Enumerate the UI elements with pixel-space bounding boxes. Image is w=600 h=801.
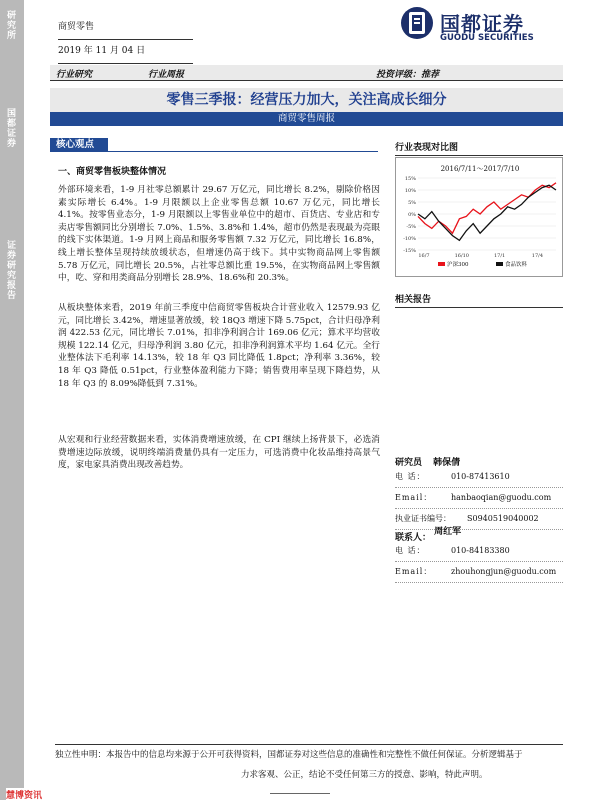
analyst-license: S0940519040002 bbox=[467, 514, 539, 523]
side-label-company: 国都证券 bbox=[5, 108, 15, 148]
header-date: 2019 年 11 月 04 日 bbox=[58, 40, 193, 64]
analyst-name: 韩保倩 bbox=[433, 458, 461, 468]
header-category: 商贸零售 bbox=[58, 16, 193, 40]
y-tick-label: -10% bbox=[403, 236, 416, 242]
core-opinion-tag: 核心观点 bbox=[50, 138, 108, 152]
report-title: 零售三季报：经营压力加大，关注高成长细分 bbox=[50, 88, 563, 112]
chart-title-divider bbox=[395, 155, 563, 156]
report-subtitle: 商贸零售周报 bbox=[50, 112, 563, 126]
y-tick-label: 5% bbox=[408, 200, 416, 206]
contact-phone: 010-84183380 bbox=[451, 546, 510, 555]
page-footer-line bbox=[270, 793, 330, 800]
section-title: 一、商贸零售板块整体情况 bbox=[58, 167, 167, 177]
disclaimer bbox=[55, 744, 563, 785]
y-tick-label: 15% bbox=[404, 176, 416, 182]
logo-mark-icon bbox=[400, 6, 434, 40]
license-label: 执业证书编号： bbox=[395, 514, 451, 523]
paragraph-3: 从宏观和行业经营数据来看，实体消费增速放缓，在 CPI 继续上扬背景下，必选消费增速边际放缓，说明终端消费量仍具有一定压力，可选消费中化妆品维持高景气度，家电家具消费出现改善趋势。 bbox=[58, 435, 380, 471]
y-tick-label: 0% bbox=[408, 212, 416, 218]
x-tick-label: 16/7 bbox=[418, 253, 430, 259]
side-label-institute: 研究所 bbox=[5, 10, 15, 40]
x-tick-label: 17/4 bbox=[531, 253, 544, 259]
category-bar bbox=[50, 65, 563, 81]
analyst-license-row bbox=[395, 509, 563, 530]
watermark-text: 慧博资讯 bbox=[6, 788, 42, 801]
related-reports-header bbox=[395, 292, 563, 308]
y-tick-label: -15% bbox=[403, 248, 416, 254]
paragraph-1: 外部环境来看，1-9 月社零总额累计 29.67 万亿元，同比增长 8.2%，剔除价格因素实际增长 6.4%。1-9 月限额以上企业零售总额 10.67 万亿元，同比增长 4.1%。按零售业态分，1-9 月限额以上零售业单位中的超市、百货店、专业店和专卖店零售额同比分别增长 7.0%、1.5%、3.8%和 1.4%，超市仍然是表现最为亮眼的线下实体渠道。1-9 月网上商品和服务零售额 7.32 万亿元，同比增长 16.8%，线上增长整体呈现持续放缓状态，但增速仍高于线下。其中实物商品网上零售额 5.78 万亿元，同比增长 20.5%，占社零总额比重 19.5%，在实物商品网上零售额中，吃、穿和用类商品分别增长 28.9%、18.6%和 20.3%。 bbox=[58, 185, 380, 284]
contact-person-name: 周红军 bbox=[434, 527, 462, 537]
contact-label: 联系人： bbox=[395, 533, 432, 543]
legend-label: 沪深300 bbox=[447, 262, 469, 268]
company-logo bbox=[400, 6, 560, 46]
analyst-email[interactable]: hanbaoqian@guodu.com bbox=[451, 493, 552, 502]
related-reports-title: 相关报告 bbox=[395, 295, 432, 305]
logo-text-cn: 国都证券 bbox=[440, 12, 524, 36]
investment-rating: 投资评级：推荐 bbox=[376, 70, 440, 80]
chart-date-range: 2016/7/11～2017/7/10 bbox=[440, 165, 520, 173]
paragraph-2: 从板块整体来看，2019 年前三季度中信商贸零售板块合计营业收入 12579.93 亿元，同比增长 3.42%，增速显著放缓，较 18Q3 增速下降 5.75pct，合计归母净利润 422.53 亿元，同比增长 7.01%，扣非净利润合计 169.06 亿元；算术平均营收规模 122.14 亿元，归母净利润 3.80 亿元，扣非净利润算术平均 1.64 亿元。全行业整体法下毛利率 14.13%，较 18 年 Q3 同比降低 1.8pct；净利率 3.36%，较 18 年 Q3 降低 0.51pct，行业整体盈利能力下降；销售费用率呈现下降趋势，从 18 年 Q3 的 8.09%降低到 7.31%。 bbox=[58, 303, 380, 389]
email-label: Email： bbox=[395, 493, 433, 502]
core-opinion-divider bbox=[108, 151, 378, 152]
x-tick-label: 16/10 bbox=[454, 253, 470, 259]
legend-swatch bbox=[438, 262, 445, 266]
chart-plot bbox=[396, 158, 564, 278]
analyst-phone-row bbox=[395, 467, 563, 488]
chart-title: 行业表现对比图 bbox=[395, 143, 459, 153]
analyst-label: 研究员 bbox=[395, 458, 423, 468]
x-tick-label: 17/1 bbox=[493, 253, 506, 259]
analyst-phone: 010-87413610 bbox=[451, 472, 510, 481]
contact-email[interactable]: zhouhongjun@guodu.com bbox=[451, 567, 557, 576]
analyst-email-row bbox=[395, 488, 563, 509]
chart-section-header bbox=[395, 140, 563, 156]
disclaimer-line-1: 独立性申明：本报告中的信息均来源于公开可获得资料，国都证券对这些信息的准确性和完整性不做任何保证。分析逻辑基于 bbox=[55, 750, 523, 760]
legend-swatch bbox=[496, 262, 503, 266]
contact-phone-row bbox=[395, 541, 563, 562]
email-label-2: Email： bbox=[395, 567, 433, 576]
side-label-report-type: 证券研究报告 bbox=[5, 240, 15, 300]
phone-label: 电 话： bbox=[395, 472, 426, 481]
series-line-1 bbox=[418, 185, 556, 240]
performance-chart bbox=[395, 157, 563, 277]
header-meta bbox=[58, 16, 193, 64]
phone-label-2: 电 话： bbox=[395, 546, 426, 555]
industry-research-label: 行业研究 bbox=[56, 70, 93, 80]
disclaimer-line-2: 力求客观、公正，结论不受任何第三方的授意、影响，特此声明。 bbox=[241, 770, 488, 780]
y-tick-label: -5% bbox=[406, 224, 416, 230]
contact-email-row bbox=[395, 562, 563, 583]
legend-label: 食品饮料 bbox=[505, 262, 528, 268]
logo-text-en: GUODU SECURITIES bbox=[440, 33, 534, 43]
y-tick-label: 10% bbox=[404, 188, 416, 194]
related-reports-divider bbox=[395, 307, 563, 308]
side-strip bbox=[0, 0, 24, 800]
industry-weekly-label: 行业周报 bbox=[148, 70, 185, 80]
